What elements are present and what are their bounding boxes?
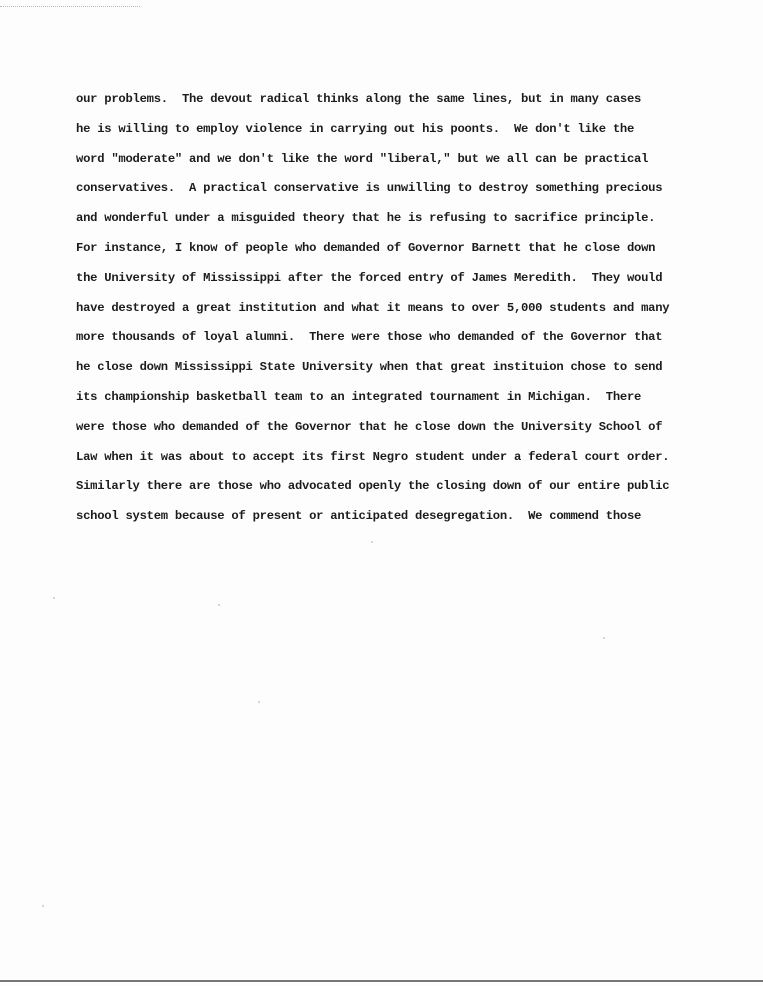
text-line: he close down Mississippi State University when that great instituion chose to send bbox=[76, 360, 663, 375]
text-line: Similarly there are those who advocated openly the closing down of our entire public bbox=[76, 479, 670, 494]
scan-speck bbox=[218, 604, 220, 606]
scan-speck bbox=[603, 637, 605, 639]
text-line: more thousands of loyal alumni. There were those who demanded of the Governor that bbox=[76, 330, 663, 345]
scan-speck bbox=[53, 597, 55, 599]
text-line: For instance, I know of people who demanded of Governor Barnett that he close down bbox=[76, 240, 656, 255]
page-top-edge bbox=[0, 0, 140, 7]
scan-speck bbox=[371, 541, 373, 543]
text-line: its championship basketball team to an integrated tournament in Michigan. There bbox=[76, 389, 642, 404]
text-line: have destroyed a great institution and what it means to over 5,000 students and many bbox=[76, 300, 670, 315]
text-line: school system because of present or anticipated desegregation. We commend those bbox=[76, 509, 642, 524]
text-line: our problems. The devout radical thinks along the same lines, but in many cases bbox=[76, 92, 642, 106]
scan-speck bbox=[258, 701, 260, 703]
scan-speck bbox=[42, 905, 44, 907]
text-line: word "moderate" and we don't like the word "liberal," but we all can be practical bbox=[76, 151, 649, 166]
text-line: and wonderful under a misguided theory that he is refusing to sacrifice principle. bbox=[76, 211, 656, 226]
text-line: Law when it was about to accept its first Negro student under a federal court order. bbox=[76, 449, 670, 464]
page-bottom-edge bbox=[0, 980, 763, 982]
typed-text-body bbox=[76, 85, 726, 532]
text-line: the University of Mississippi after the forced entry of James Meredith. They would bbox=[76, 270, 663, 285]
text-line: were those who demanded of the Governor that he close down the University School of bbox=[76, 419, 663, 434]
text-line: he is willing to employ violence in carrying out his poonts. We don't like the bbox=[76, 121, 635, 136]
text-line: conservatives. A practical conservative is unwilling to destroy something precious bbox=[76, 181, 663, 196]
